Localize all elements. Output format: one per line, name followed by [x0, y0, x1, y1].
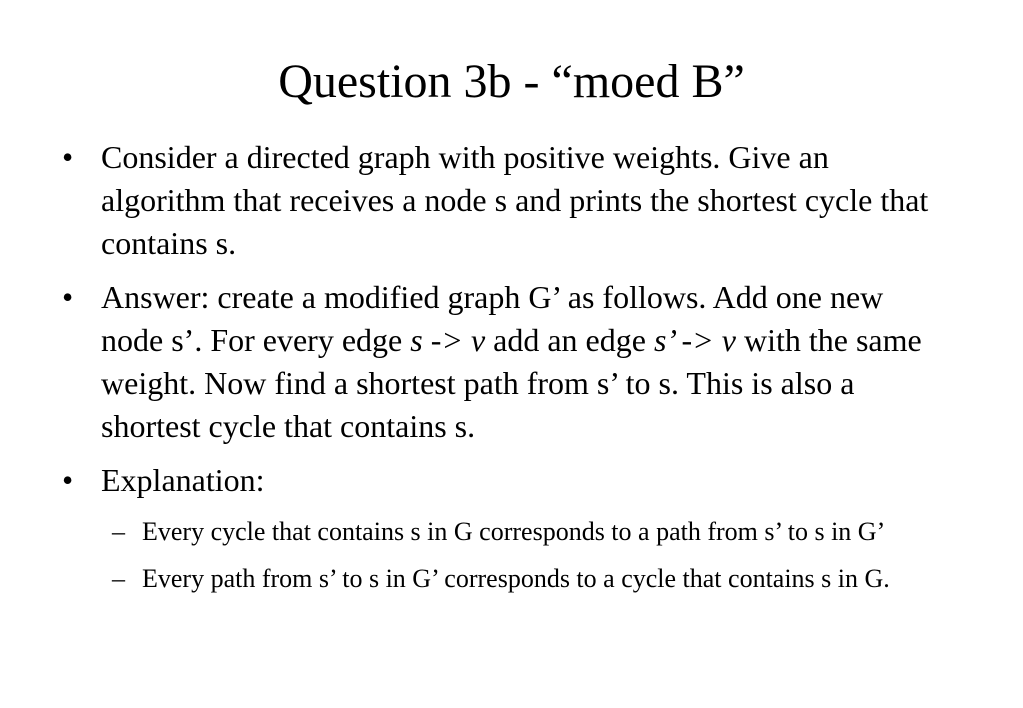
- explanation-sublist-wrapper: [0, 513, 1023, 597]
- explanation-subitem: [0, 560, 932, 597]
- bullet-list: [0, 136, 1023, 607]
- subitem-text: Every cycle that contains s in G corresponds to a path from s’ to s in G’: [142, 517, 886, 546]
- bullet-explanation: [0, 459, 951, 502]
- bullet-question: [0, 136, 951, 265]
- explanation-subitem: [0, 513, 932, 550]
- answer-text-part1: Answer: create a modified graph G’ as follows. Add one new node s’. For every edge: [101, 279, 884, 358]
- subitem-text: Every path from s’ to s in G’ corresponds to a cycle that contains s in G.: [142, 564, 890, 593]
- sub-bullet-dash: –: [112, 517, 125, 546]
- question-text: Consider a directed graph with positive weights. Give an algorithm that receives a node s and prints the shortest cycle that contains s.: [101, 139, 929, 261]
- bullet-answer: [0, 276, 951, 448]
- answer-text-part3: with the same weight. Now find a shortest path from s’ to s. This is also a shortest cycle that contains s.: [101, 322, 922, 444]
- bullet-dot: •: [62, 279, 74, 315]
- slide-title: Question 3b - “moed B”: [278, 55, 745, 108]
- explanation-sublist: [0, 513, 1023, 597]
- explanation-heading: Explanation:: [101, 462, 265, 498]
- answer-text-part2: add an edge: [485, 322, 654, 358]
- bullet-dot: •: [62, 462, 74, 498]
- bullet-dot: •: [62, 139, 74, 175]
- sub-bullet-dash: –: [112, 564, 125, 593]
- answer-edge-sprime-v: s’ -> v: [653, 322, 736, 358]
- answer-edge-s-v: s -> v: [410, 322, 486, 358]
